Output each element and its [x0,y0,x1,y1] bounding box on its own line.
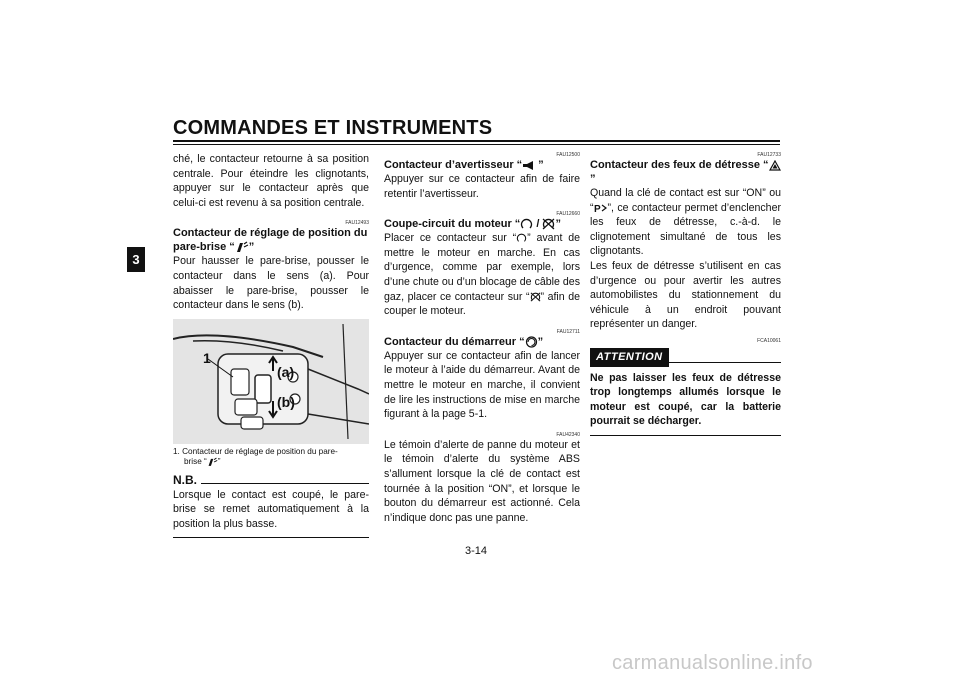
horn-icon [522,160,538,171]
svg-text:P: P [593,203,601,213]
body-text: ”, ce contacteur permet d’enclencher les feux de détresse, c.-à-d. le clignotement simultané de tous les clignotants. [590,201,781,258]
note-rule [201,483,369,484]
attention-badge: ATTENTION [590,348,669,367]
title-text: ” [590,173,596,185]
title-text: Contacteur du démarreur “ [384,335,525,348]
engine-stop-icon [542,218,555,230]
body-text: ” afin de couper le moteur. [384,290,580,318]
section-code: FCA10061 [757,337,781,344]
engine-run-icon [516,233,527,243]
windshield-icon [207,457,218,467]
figure-label-b: (b) [277,393,295,410]
page-title: COMMANDES ET INSTRUMENTS [173,117,493,139]
note-end-rule [173,537,369,538]
section-body: Appuyer sur ce contacteur afin de lancer le moteur à l’aide du démarreur. Avant de mettre le moteur en marche, il convient de lire les instructions de mise en marche figurant à la page 5-1. [384,349,580,421]
watermark: carmanualsonline.info [612,652,813,674]
page-number: 3-14 [465,545,488,557]
column-2 [384,152,580,525]
body-text: ” avant de mettre le moteur en marche. En cas d’urgence, comme par exemple, lors d’une chute ou d’un blocage de câble des gaz, placer ce contacteur sur “ [384,232,580,303]
figure-caption [173,447,369,467]
section-body [590,186,781,259]
section-title-engine-stop: Coupe-circuit du moteur “ / ” [384,218,561,231]
section-title-starter [384,335,580,349]
starter-icon [525,336,538,348]
column-3 [590,152,781,436]
handlebar-illustration [173,319,369,444]
title-text: ” [537,335,544,348]
attention-rule [669,362,781,363]
figure-label-a: (a) [277,363,295,380]
note-title: N.B. [173,472,197,487]
chapter-tab: 3 [127,247,145,272]
note-body: Lorsque le contact est coupé, le pare-brise se remet automatiquement à la position la plus basse. [173,488,369,530]
section-body: Appuyer sur ce contacteur afin de faire retentir l’avertisseur. [384,173,580,200]
title-text: ” [248,241,255,254]
section-body-2: Les feux de détresse s’utilisent en cas d’urgence ou pour avertir les autres automobilistes du stationnement du véhicule à un endroit pouvant représenter un danger. [590,259,781,331]
title-text: Contacteur de réglage de position du [173,227,368,240]
title-text: Contacteur d’avertisseur “ [384,159,523,171]
column-1 [173,152,369,538]
continued-paragraph: ché, le contacteur retourne à sa position centrale. Pour éteindre les clignotants, appuyer sur le contacteur après que celui-ci est revenu à sa position centrale. [173,153,369,209]
attention-header [590,348,781,367]
title-text: Coupe-circuit du moteur “ [384,218,521,231]
section-code: FAU12660 [556,211,580,218]
title-text: ” [555,218,561,231]
handlebar-switch-figure [173,319,369,444]
header-rule [173,140,780,142]
note-header [173,473,369,488]
attention-body: Ne pas laisser les feux de détresse trop longtemps allumés lorsque le moteur est coupé, car la batterie pourrait se décharger. [590,371,781,428]
windshield-icon [235,241,249,253]
caption-text: ” [217,456,221,466]
section-code: FAU12493 [345,220,369,227]
section-code: FAU12733 [757,152,781,158]
section-title-windshield [173,226,369,254]
body-text: Placer ce contacteur sur “ [384,232,517,245]
hazard-icon [769,160,781,171]
caption-text: 1. Contacteur de réglage de position du pare- [173,446,338,456]
title-text: ” [538,159,544,171]
section-title-horn [384,158,580,172]
caption-text: brise “ [184,456,207,466]
engine-stop-icon [530,292,541,302]
engine-run-icon [520,218,533,230]
section-title-hazard [590,158,781,186]
header-rule-thin [173,144,780,145]
title-text: pare-brise “ [173,241,235,254]
attention-end-rule [590,435,781,436]
section-body: Le témoin d’alerte de panne du moteur et le témoin d’alerte du système ABS s’allument lorsque la clé de contact est tournée à la position “ON”, et lorsque le bouton du démarreur est actionné. Cela n’indique donc pas une panne. [384,438,580,524]
section-code: FAU42340 [556,431,580,438]
section-body: Pour hausser le pare-brise, pousser le contacteur dans le sens (a). Pour abaisser le pare-brise, pousser le contacteur dans le sens (b). [173,255,369,312]
section-code: FAU12711 [556,328,580,335]
section-body [384,231,580,319]
figure-label-1: 1 [203,349,211,366]
title-text: Contacteur des feux de détresse “ [590,159,769,171]
body-text: Quand la clé de contact est sur “ON” ou “ [590,187,781,214]
section-code: FAU12500 [556,152,580,158]
parking-key-icon [594,203,608,213]
